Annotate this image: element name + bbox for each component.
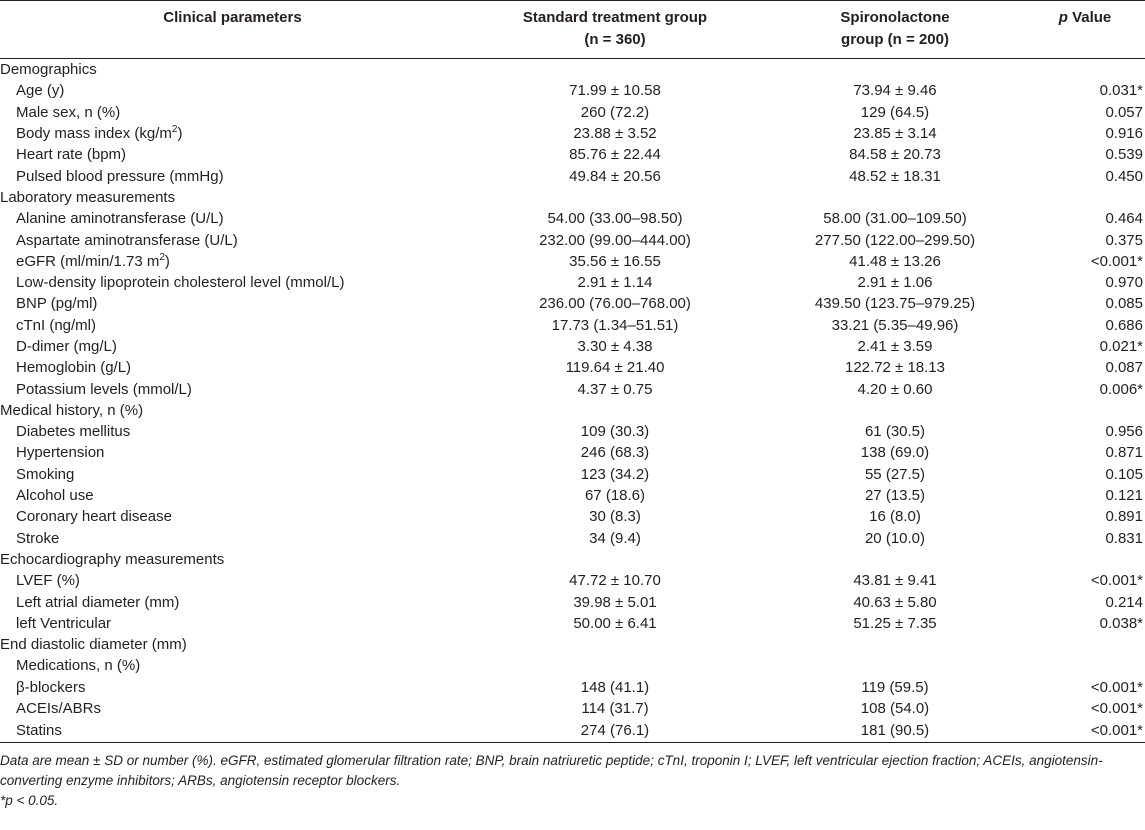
row-label <box>0 123 465 144</box>
spironolactone-value: 55 (27.5) <box>864 465 926 483</box>
standard-treatment-value: 71.99 ± 10.58 <box>569 82 661 100</box>
p-value: 0.539 <box>1105 146 1143 164</box>
table-body <box>0 59 1145 743</box>
table-row <box>0 570 1145 591</box>
table-row <box>0 123 1145 144</box>
spironolactone-value: 20 (10.0) <box>864 529 926 547</box>
standard-treatment-value <box>465 59 765 81</box>
table-row <box>0 591 1145 612</box>
row-label <box>0 165 465 186</box>
standard-treatment-value <box>465 634 765 655</box>
table-row <box>0 506 1145 527</box>
p-value: 0.831 <box>1105 529 1143 547</box>
row-label-text: Smoking <box>16 465 75 483</box>
standard-treatment-value: 49.84 ± 20.56 <box>569 167 661 185</box>
p-value: 0.085 <box>1105 295 1143 313</box>
standard-treatment-value: 123 (34.2) <box>580 465 650 483</box>
p-value <box>1025 400 1145 421</box>
p-value: 0.105 <box>1105 465 1143 483</box>
row-label-superscript: 2 <box>159 251 165 263</box>
table-row <box>0 634 1145 655</box>
footnote-significance: *p < 0.05. <box>0 793 59 809</box>
table-row <box>0 528 1145 549</box>
table-row <box>0 655 1145 676</box>
spironolactone-value: 48.52 ± 18.31 <box>849 167 941 185</box>
p-value: 0.057 <box>1105 103 1143 121</box>
row-label-text: End diastolic diameter (mm) <box>0 636 187 654</box>
spironolactone-value: 108 (54.0) <box>860 700 930 718</box>
row-label-text: Low-density lipoprotein cholesterol level (mmol/L) <box>16 274 345 292</box>
table-row <box>0 613 1145 634</box>
p-value: 0.121 <box>1105 487 1143 505</box>
p-value: <0.001* <box>1090 700 1143 718</box>
row-label <box>0 315 465 336</box>
row-label-text: Stroke <box>16 529 60 547</box>
spironolactone-value: 439.50 (123.75–979.25) <box>814 295 976 313</box>
row-label-text: Age (y) <box>16 82 65 100</box>
standard-treatment-value: 4.37 ± 0.75 <box>577 380 653 398</box>
row-label <box>0 378 465 399</box>
p-value: 0.891 <box>1105 508 1143 526</box>
row-label-text: Statins <box>16 722 62 740</box>
p-value: 0.031* <box>1099 82 1143 100</box>
row-label-text: Diabetes mellitus <box>16 423 131 441</box>
table-row <box>0 272 1145 293</box>
table-row <box>0 357 1145 378</box>
spironolactone-value: 33.21 (5.35–49.96) <box>831 316 959 334</box>
p-value <box>1025 187 1145 208</box>
spironolactone-value: 58.00 (31.00–109.50) <box>823 210 967 228</box>
p-value <box>1025 59 1145 81</box>
standard-treatment-value: 39.98 ± 5.01 <box>573 593 657 611</box>
standard-treatment-value: 260 (72.2) <box>580 103 650 121</box>
p-value: 0.871 <box>1105 444 1143 462</box>
header-p-italic: p <box>1058 9 1068 26</box>
table-row <box>0 293 1145 314</box>
row-label <box>0 272 465 293</box>
row-label-text: LVEF (%) <box>16 572 80 590</box>
section-heading <box>0 59 465 81</box>
p-value: 0.006* <box>1099 380 1143 398</box>
row-label <box>0 677 465 698</box>
standard-treatment-value: 17.73 (1.34–51.51) <box>551 316 679 334</box>
spironolactone-value: 138 (69.0) <box>860 444 930 462</box>
table-row <box>0 698 1145 719</box>
standard-treatment-value: 35.56 ± 16.55 <box>569 252 661 270</box>
header-spiro-line2: group (n = 200) <box>841 31 949 48</box>
standard-treatment-value: 232.00 (99.00–444.00) <box>539 231 691 249</box>
p-value: <0.001* <box>1090 678 1143 696</box>
row-label-text: left Ventricular <box>16 614 112 632</box>
spironolactone-value: 119 (59.5) <box>861 678 929 696</box>
row-label-text: Heart rate (bpm) <box>16 146 127 164</box>
standard-treatment-value: 148 (41.1) <box>580 678 650 696</box>
section-heading <box>0 549 465 570</box>
table-row <box>0 421 1145 442</box>
spironolactone-value <box>765 400 1025 421</box>
row-label-text: D-dimer (mg/L) <box>16 338 117 355</box>
row-label <box>0 421 465 442</box>
row-label-text: ACEIs/ABRs <box>16 700 102 718</box>
row-label-text: Body mass index (kg/m <box>16 125 172 143</box>
spironolactone-value <box>765 59 1025 81</box>
spironolactone-value: 181 (90.5) <box>765 719 1025 743</box>
standard-treatment-value: 34 (9.4) <box>589 529 641 547</box>
row-label <box>0 698 465 719</box>
spironolactone-value <box>765 634 1025 655</box>
p-value: <0.001* <box>1025 719 1145 743</box>
row-label <box>0 485 465 506</box>
spironolactone-value: 2.91 ± 1.06 <box>857 274 933 292</box>
table-row <box>0 677 1145 698</box>
p-value: 0.970 <box>1105 274 1143 292</box>
p-value: <0.001* <box>1090 572 1143 590</box>
footnote-abbreviations: Data are mean ± SD or number (%). eGFR, estimated glomerular filtration rate; BNP, brain natriuretic peptide; cTnI, troponin I; LVEF, left ventricular ejection fraction; ACEIs, angiotensin-converting enzyme inhibitors; ARBs, angiotensin receptor blockers. <box>0 753 1103 789</box>
spironolactone-value: 122.72 ± 18.13 <box>845 359 945 377</box>
row-label <box>0 528 465 549</box>
p-value: 0.087 <box>1105 359 1143 377</box>
table-row <box>0 59 1145 81</box>
row-label-text: Echocardiography measurements <box>0 550 225 568</box>
standard-treatment-value: 67 (18.6) <box>584 487 646 505</box>
row-label-text: Medications, n (%) <box>16 657 141 675</box>
row-label <box>0 442 465 463</box>
row-label <box>0 506 465 527</box>
table-header-row <box>0 1 1145 59</box>
row-label-text: Hypertension <box>16 444 105 462</box>
row-label <box>0 102 465 123</box>
p-value: <0.001* <box>1090 252 1143 270</box>
table-row <box>0 719 1145 743</box>
p-value: 0.916 <box>1105 125 1143 143</box>
row-label-text: eGFR (ml/min/1.73 m <box>16 252 160 270</box>
table-row <box>0 187 1145 208</box>
table-row <box>0 485 1145 506</box>
row-label <box>0 570 465 591</box>
standard-treatment-value <box>465 187 765 208</box>
row-label-text: cTnI (ng/ml) <box>16 316 97 334</box>
header-standard-line2: (n = 360) <box>584 31 646 48</box>
spironolactone-value <box>765 187 1025 208</box>
section-heading <box>0 400 465 421</box>
standard-treatment-value: 50.00 ± 6.41 <box>573 614 657 632</box>
spironolactone-value: 2.41 ± 3.59 <box>857 338 933 355</box>
row-label-text: Demographics <box>0 61 97 79</box>
row-label-text: BNP (pg/ml) <box>16 295 98 313</box>
table-row <box>0 400 1145 421</box>
table-row <box>0 378 1145 399</box>
table-row <box>0 144 1145 165</box>
spironolactone-value: 51.25 ± 7.35 <box>853 614 937 632</box>
table-row <box>0 464 1145 485</box>
standard-treatment-value: 30 (8.3) <box>589 508 641 526</box>
header-standard-line1: Standard treatment group <box>522 9 708 26</box>
spironolactone-value: 73.94 ± 9.46 <box>853 82 937 100</box>
spironolactone-value: 129 (64.5) <box>860 103 930 121</box>
header-p-rest: Value <box>1067 9 1112 26</box>
p-value: 0.686 <box>1105 316 1143 334</box>
standard-treatment-value: 236.00 (76.00–768.00) <box>539 295 691 313</box>
p-value: 0.375 <box>1105 231 1143 249</box>
standard-treatment-value <box>465 655 765 676</box>
row-label-text: Alcohol use <box>16 487 94 505</box>
row-label-text: Male sex, n (%) <box>16 103 121 121</box>
row-label <box>0 591 465 612</box>
standard-treatment-value <box>465 549 765 570</box>
table-row <box>0 165 1145 186</box>
table-row <box>0 442 1145 463</box>
p-value <box>1025 634 1145 655</box>
standard-treatment-value: 3.30 ± 4.38 <box>577 338 653 355</box>
row-label-text: Pulsed blood pressure (mmHg) <box>16 167 224 185</box>
p-value: 0.464 <box>1105 210 1143 228</box>
table-row <box>0 229 1145 250</box>
table-row <box>0 208 1145 229</box>
header-p-value <box>1025 1 1145 59</box>
row-label-text: Left atrial diameter (mm) <box>16 593 180 611</box>
row-label <box>0 336 465 357</box>
p-value: 0.038* <box>1099 614 1143 632</box>
standard-treatment-value: 23.88 ± 3.52 <box>573 125 657 143</box>
standard-treatment-value: 119.64 ± 21.40 <box>565 359 665 377</box>
spironolactone-value <box>765 655 1025 676</box>
standard-treatment-value: 114 (31.7) <box>581 700 649 718</box>
spironolactone-value: 4.20 ± 0.60 <box>857 380 933 398</box>
row-label-text: Potassium levels (mmol/L) <box>16 380 192 398</box>
spironolactone-value: 16 (8.0) <box>869 508 921 526</box>
row-label-text: Laboratory measurements <box>0 188 176 206</box>
table-row <box>0 80 1145 101</box>
standard-treatment-value: 109 (30.3) <box>580 423 650 441</box>
spironolactone-value: 40.63 ± 5.80 <box>853 593 937 611</box>
standard-treatment-value: 47.72 ± 10.70 <box>569 572 661 590</box>
row-label-text: Alanine aminotransferase (U/L) <box>16 210 224 228</box>
standard-treatment-value: 246 (68.3) <box>580 444 650 462</box>
header-spiro-line1: Spironolactone <box>840 9 950 26</box>
table-row <box>0 102 1145 123</box>
standard-treatment-value: 2.91 ± 1.14 <box>577 274 653 292</box>
row-label <box>0 208 465 229</box>
p-value <box>1025 655 1145 676</box>
row-label <box>0 251 465 272</box>
p-value: 0.021* <box>1099 338 1143 355</box>
section-heading <box>0 634 465 655</box>
table-row <box>0 315 1145 336</box>
p-value: 0.956 <box>1105 423 1143 441</box>
table-row <box>0 336 1145 357</box>
section-heading <box>0 187 465 208</box>
row-label-suffix: ) <box>177 125 183 143</box>
row-label <box>0 293 465 314</box>
table-row <box>0 549 1145 570</box>
row-label-suffix: ) <box>164 252 170 270</box>
table-row <box>0 251 1145 272</box>
row-label <box>0 655 465 676</box>
standard-treatment-value: 274 (76.1) <box>465 719 765 743</box>
standard-treatment-value <box>465 400 765 421</box>
header-clinical-parameters: Clinical parameters <box>0 1 465 59</box>
standard-treatment-value: 54.00 (33.00–98.50) <box>547 210 683 228</box>
p-value <box>1025 549 1145 570</box>
standard-treatment-value: 85.76 ± 22.44 <box>569 146 661 164</box>
row-label-text: Medical history, n (%) <box>0 401 144 419</box>
p-value: 0.450 <box>1105 167 1143 185</box>
row-label <box>0 613 465 634</box>
table-footnotes <box>0 751 1145 811</box>
row-label-text: Hemoglobin (g/L) <box>16 359 132 377</box>
row-label <box>0 719 465 743</box>
spironolactone-value <box>765 549 1025 570</box>
p-value: 0.214 <box>1105 593 1143 611</box>
header-standard-treatment-group <box>465 1 765 59</box>
row-label <box>0 357 465 378</box>
row-label-text: β-blockers <box>16 678 86 696</box>
spironolactone-value: 41.48 ± 13.26 <box>849 252 941 270</box>
spironolactone-value: 84.58 ± 20.73 <box>849 146 941 164</box>
header-spironolactone-group <box>765 1 1025 59</box>
row-label <box>0 144 465 165</box>
spironolactone-value: 61 (30.5) <box>864 423 926 441</box>
spironolactone-value: 43.81 ± 9.41 <box>853 572 937 590</box>
row-label <box>0 229 465 250</box>
spironolactone-value: 27 (13.5) <box>864 487 926 505</box>
spironolactone-value: 277.50 (122.00–299.50) <box>814 231 976 249</box>
row-label <box>0 464 465 485</box>
row-label <box>0 80 465 101</box>
row-label-text: Coronary heart disease <box>16 508 172 526</box>
row-label-text: Aspartate aminotransferase (U/L) <box>16 231 238 249</box>
spironolactone-value: 23.85 ± 3.14 <box>853 125 937 143</box>
row-label-superscript: 2 <box>171 124 178 136</box>
